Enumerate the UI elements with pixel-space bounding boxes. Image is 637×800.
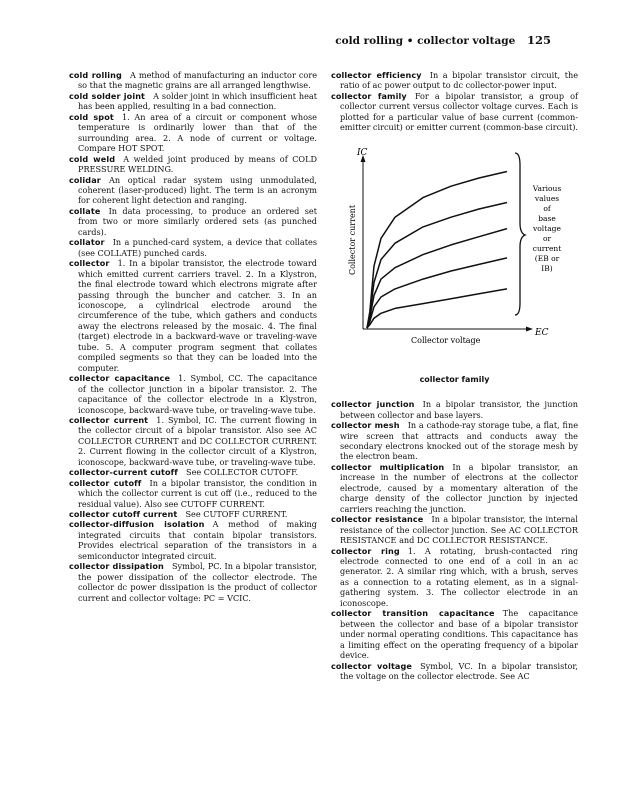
glossary-entry (69, 561, 317, 603)
entry-term: collector junction (331, 399, 415, 410)
entry-definition: See CUTOFF CURRENT. (185, 509, 288, 520)
brace-label-line: or (542, 233, 552, 243)
entry-term: collector ring (331, 545, 400, 556)
entry-term: collector family (331, 90, 407, 101)
series-line-4 (367, 202, 507, 328)
right-top-entries (331, 70, 578, 133)
x-axis-symbol: EC (535, 327, 549, 338)
brace-label (532, 184, 562, 273)
glossary-entry (69, 478, 317, 509)
series-line-1 (367, 289, 507, 328)
entry-term: collector dissipation (69, 561, 164, 572)
entry-term: collector-diffusion isolation (69, 519, 205, 530)
right-column (331, 70, 578, 681)
glossary-entry (69, 258, 317, 373)
entry-definition: In a bipolar transistor, the condition in which the collector current is cut off (i.e., reduced to the residual value). Also see CUTOFF CURRENT. (78, 477, 317, 509)
brace-label-line: values (534, 193, 560, 203)
brace-label-line: IB) (541, 263, 553, 273)
brace (515, 153, 525, 315)
entry-term: collator (69, 237, 105, 248)
glossary-entry (69, 415, 317, 467)
entry-definition: Symbol, VC. In a bipolar transistor, the voltage on the collector electrode. See AC (340, 660, 579, 681)
entry-definition: In a bipolar transistor, the internal resistance of the collector junction. See AC COLLECTOR RESISTANCE and DC COLLECTOR RESISTANCE. (340, 514, 578, 546)
figure-caption: collector family (419, 374, 490, 384)
entry-definition: See COLLECTOR CUTOFF. (186, 467, 299, 478)
glossary-entry (331, 70, 578, 91)
page-header (335, 33, 551, 47)
entry-definition: 1. In a bipolar transistor, the electrode toward which emitted current carriers travel. 2. In a Klystron, the final electrode toward which electrons migrate after passing through the buncher and catcher. 3. In an iconoscope, a cylindrical electrode around the circumference of the tube, which gathers and conducts away the electrons released by the mosaic. 4. The final (target) electrode in a backward-wave or traveling-wave tube. 5. A computer program segment that collates compiled segments so that they can be loaded into the computer. (78, 258, 317, 373)
entry-definition: In a cathode-ray storage tube, a flat, fine wire screen that attracts and conducts away the secondary electrons knocked out of the storage mesh by the electron beam. (340, 420, 578, 462)
curve-group (367, 171, 507, 328)
entry-term: cold spot (69, 111, 114, 122)
entry-definition: An optical radar system using unmodulated, coherent (laser-produced) light. The term is an acronym for coherent light detection and ranging. (78, 174, 317, 206)
brace-label-line: (EB or (534, 253, 560, 263)
entry-definition: A solder joint in which insufficient heat has been applied, resulting in a bad connection. (78, 90, 317, 112)
glossary-entry (331, 608, 578, 660)
entry-definition: In data processing, to produce an ordered set from two or more similarly ordered sets (as punched cards). (78, 205, 317, 237)
entry-term: collector resistance (331, 514, 424, 525)
entry-definition: 1. Symbol, CC. The capacitance of the collector junction in a bipolar transistor. 2. The capacitance of the collector electrode in a Klystron, iconoscope, backward-wave tube, or traveling-wave tube. (78, 373, 318, 415)
entry-definition: In a bipolar transistor circuit, the ratio of ac power output to dc collector-power input. (340, 70, 578, 91)
entry-definition: The capacitance between the collector and base of a bipolar transistor under normal operating conditions. This capacitance has a limiting effect on the operating frequency of a bipolar device. (340, 608, 578, 661)
collector-family-chart (331, 145, 578, 371)
entry-term: collector transition capacitance (331, 608, 495, 619)
entry-term: collector multiplication (331, 461, 445, 472)
glossary-entry (331, 420, 578, 462)
entry-term: collector (69, 258, 110, 269)
entry-definition: A method of making integrated circuits that contain bipolar transistors. Provides electrical separation of the transistors in a semiconductor integrated circuit. (78, 519, 317, 561)
entry-term: cold rolling (69, 70, 122, 80)
x-axis-arrow (526, 326, 533, 331)
entry-term: collector current (69, 414, 149, 425)
glossary-entry (331, 462, 578, 514)
glossary-entry (69, 519, 317, 561)
entry-definition: A welded joint produced by means of COLD PRESSURE WELDING. (78, 153, 318, 175)
entry-term: collate (69, 205, 101, 216)
glossary-entry (331, 514, 578, 545)
y-axis-label: Collector current (348, 204, 357, 275)
brace-label-line: Various (532, 183, 562, 193)
entry-term: collector efficiency (331, 70, 422, 80)
entry-term: colidar (69, 174, 101, 185)
glossary-entry (69, 206, 317, 237)
glossary-entry (69, 70, 317, 91)
entry-term: collector voltage (331, 660, 412, 671)
glossary-entry (331, 546, 578, 609)
glossary-entry (69, 91, 317, 112)
entry-term: collector capacitance (69, 373, 171, 384)
glossary-entry (69, 237, 317, 258)
y-axis-symbol: IC (357, 147, 368, 158)
entry-definition: In a bipolar transistor, the junction between collector and base layers. (340, 399, 578, 420)
glossary-entry (69, 112, 317, 154)
entry-definition: 1. An area of a circuit or component whose temperature is ordinarily lower than that of the surrounding area. 2. A node of current or voltage. Compare HOT SPOT. (78, 111, 317, 154)
glossary-entry (331, 91, 578, 133)
brace-label-line: current (532, 243, 562, 253)
entry-definition: 1. A rotating, brush-contacted ring electrode connected to one end of a coil in an ac generator. 2. A similar ring which, with a brush, serves as a connection to a rotating element, as in a signal-gathering system. 3. The collector electrode in an iconoscope. (340, 545, 578, 608)
x-axis-label: Collector voltage (411, 335, 481, 345)
right-bottom-entries (331, 399, 578, 681)
glossary-entry (69, 467, 317, 477)
entry-term: collector mesh (331, 420, 400, 431)
entry-definition: In a punched-card system, a device that collates (see COLLATE) punched cards. (78, 237, 317, 258)
glossary-entry (331, 399, 578, 420)
entry-definition: In a bipolar transistor, an increase in the number of electrons at the collector electrode, caused by a momentary alteration of the charge density of the collector junction by injected carriers reaching the junction. (340, 461, 579, 514)
brace-label-line: of (543, 203, 551, 213)
entry-definition: 1. Symbol, IC. The current flowing in the collector circuit of a bipolar transistor. Also see AC COLLECTOR CURRENT and DC COLLECTOR CURRENT. 2. Current flowing in the collector circuit of a Klystron, iconoscope, backward-wave tube, or traveling-wave tube. (78, 414, 317, 467)
brace-label-line: voltage (533, 223, 561, 233)
page-number: 125 (526, 33, 551, 47)
glossary-entry (69, 509, 317, 519)
running-head: cold rolling • collector voltage (335, 35, 516, 47)
entry-definition: Symbol, PC. In a bipolar transistor, the power dissipation of the collector electrode. The collector dc power dissipation is the product of collector current and collector voltage: PC = VCIC. (78, 561, 317, 603)
glossary-entry (69, 175, 317, 206)
brace-label-line: base (538, 213, 556, 223)
glossary-entry (69, 154, 317, 175)
entry-term: collector-current cutoff (69, 467, 178, 478)
collector-family-figure (331, 145, 578, 371)
entry-definition: For a bipolar transistor, a group of collector current versus collector voltage curves. Each is plotted for a particular value of base current (common-emitter circuit) or emitter current (common-base circuit). (340, 90, 579, 133)
glossary-entry (69, 373, 317, 415)
entry-term: collector cutoff (69, 477, 142, 488)
entry-definition: A method of manufacturing an inductor core so that the magnetic grains are all arranged lengthwise. (78, 70, 318, 91)
glossary-entry (331, 661, 578, 682)
series-line-3 (367, 228, 507, 327)
left-column (69, 70, 317, 603)
entry-term: cold solder joint (69, 90, 146, 101)
entry-term: cold weld (69, 153, 116, 164)
entry-term: collector cutoff current (69, 509, 178, 520)
